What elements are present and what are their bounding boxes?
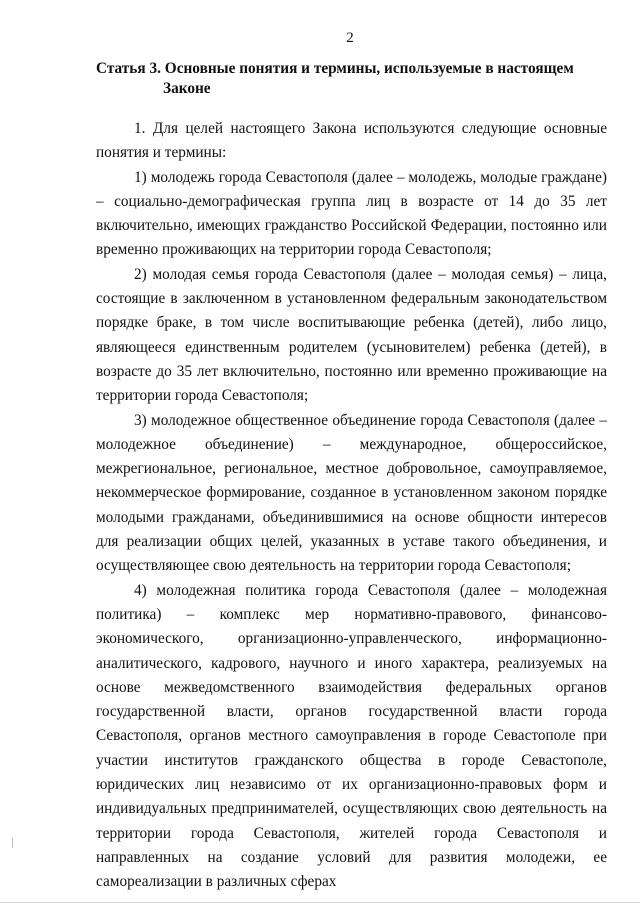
scan-edge-mark (12, 838, 13, 848)
article-heading: Статья 3. Основные понятия и термины, используемые в настоящем Законе (96, 60, 574, 97)
paragraph-term-youth-association: 3) молодежное общественное объединение города Севастополя (далее – молодежное объединение) – международное, общероссийское, межрегиональное, региональное, местное добровольное, самоуправляемое, некоммерческое формирование, созданное в установленном законом порядке молодыми гражданами, объединившимися на основе общности интересов для реализации общих целей, указанных в уставе такого объединения, и осуществляющее свою деятельность на территории города Севастополя; (96, 411, 607, 575)
paragraph-term-young-family: 2) молодая семья города Севастополя (далее – молодая семья) – лица, состоящие в заключенном в установленном федеральным законодательством порядке браке, в том числе воспитывающие ребенка (детей), либо лицо, являющееся единственным родителем (усыновителем) ребенка (детей), в возрасте до 35 лет включительно, постоянно или временно проживающие на территории города Севастополя; (96, 265, 607, 405)
page-number: 2 (346, 30, 354, 46)
paragraph-term-youth: 1) молодежь города Севастополя (далее – молодежь, молодые граждане) – социально-демографическая группа лиц в возрасте от 14 до 35 лет включительно, имеющих гражданство Российской Федерации, постоянно или временно проживающих на территории города Севастополя; (96, 168, 607, 259)
page-bottom-edge (0, 902, 640, 903)
paragraph-term-youth-policy: 4) молодежная политика города Севастополя (далее – молодежная политика) – комплекс мер нормативно-правового, финансово-экономического, организационно-управленческого, информационно-аналитического, кадрового, научного и иного характера, реализуемых на основе межведомственного взаимодействия федеральных органов государственной власти, органов государственной власти города Севастополя, органов местного самоуправления в городе Севастополе при участии институтов гражданского общества в городе Севастополе, юридических лиц независимо от их организационно-правовых форм и индивидуальных предпринимателей, осуществляющих свою деятельность на территории города Севастополя, жителей города Севастополя и направленных на создание условий для развития молодежи, ее самореализации в различных сферах (96, 581, 607, 891)
paragraph-intro: 1. Для целей настоящего Закона используются следующие основные понятия и термины: (96, 120, 607, 162)
article-body (96, 59, 607, 895)
